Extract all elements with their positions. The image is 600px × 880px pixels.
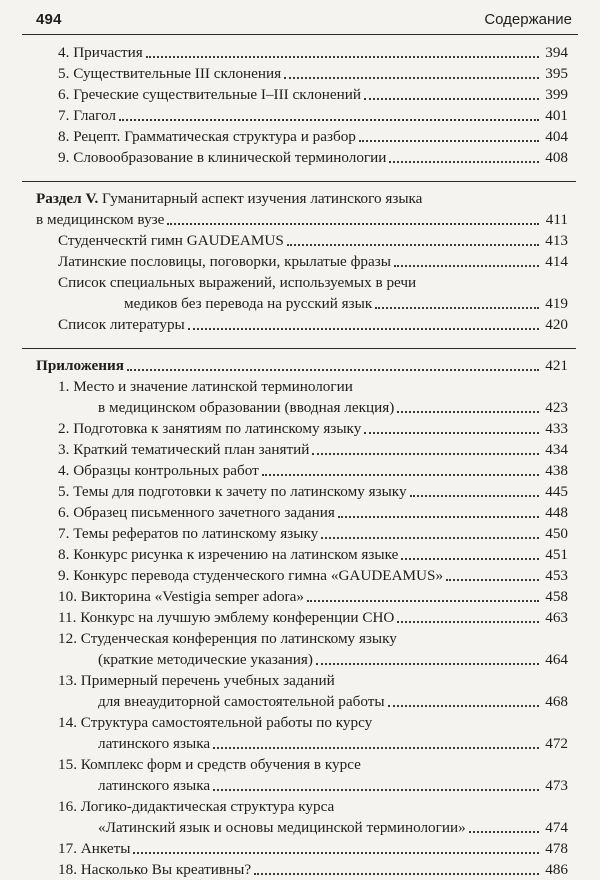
toc-entry-text: Студенческтй гимн GAUDEAMUS [58, 232, 284, 249]
toc-entry-text-cont: медиков без перевода на русский язык [124, 295, 373, 312]
toc-entry-text[interactable]: Список специальных выражений, используемых в речи [58, 274, 417, 291]
section-title-line[interactable] [36, 188, 568, 209]
dot-leader [287, 244, 539, 246]
dot-leader [338, 516, 539, 518]
toc-entry-text: 9. Конкурс перевода студенческого гимна «GAUDEAMUS» [58, 567, 444, 584]
toc-entry[interactable] [36, 293, 568, 314]
toc-entry-page: 419 [545, 295, 568, 312]
toc-entry-text: 8. Рецепт. Грамматическая структура и разбор [58, 128, 356, 145]
toc-entry-page: 486 [545, 861, 568, 878]
toc-entry[interactable] [58, 230, 568, 251]
dot-leader [316, 663, 539, 665]
toc-entry-text[interactable]: 15. Комплекс форм и средств обучения в курсе [58, 756, 361, 773]
toc-group-grammar [36, 42, 568, 168]
dot-leader [410, 495, 539, 497]
dot-leader [254, 873, 539, 875]
toc-entry-text: 3. Краткий тематический план занятий [58, 441, 310, 458]
toc-entry-text: 7. Темы рефератов по латинскому языку [58, 525, 319, 542]
toc-entry[interactable] [58, 84, 568, 105]
section-label: Приложения [36, 357, 125, 374]
dot-leader [321, 537, 539, 539]
toc-entry[interactable] [58, 607, 568, 628]
dot-leader [394, 265, 539, 267]
toc-entry-page: 473 [545, 777, 568, 794]
toc-entry[interactable] [58, 105, 568, 126]
toc-entry-text[interactable]: 1. Место и значение латинской терминологии [58, 378, 353, 395]
page-number: 494 [36, 11, 62, 28]
toc-entry[interactable] [36, 355, 568, 376]
toc-entry-page: 433 [545, 420, 568, 437]
dot-leader [364, 432, 539, 434]
dot-leader [127, 369, 539, 371]
table-of-contents [36, 42, 568, 880]
toc-entry-page: 411 [545, 211, 568, 228]
toc-entry-page: 451 [545, 546, 568, 563]
toc-entry-page: 399 [545, 86, 568, 103]
toc-entry[interactable] [58, 460, 568, 481]
toc-entry-page: 445 [545, 483, 568, 500]
toc-entry-text: 6. Греческие существительные I–III склонений [58, 86, 362, 103]
toc-entry[interactable] [36, 691, 568, 712]
toc-entry-text: Латинские пословицы, поговорки, крылатые фразы [58, 253, 391, 270]
toc-entry[interactable] [36, 817, 568, 838]
toc-entry-page: 448 [545, 504, 568, 521]
dot-leader [146, 56, 539, 58]
toc-entry-page: 434 [545, 441, 568, 458]
toc-entry[interactable] [36, 397, 568, 418]
toc-entry-text: 18. Насколько Вы креативны? [58, 861, 252, 878]
spacer [36, 335, 568, 348]
toc-entry[interactable] [58, 838, 568, 859]
toc-entry[interactable] [36, 733, 568, 754]
toc-entry-text: 5. Темы для подготовки к зачету по латинскому языку [58, 483, 407, 500]
toc-entry[interactable] [58, 565, 568, 586]
toc-entry[interactable] [58, 859, 568, 880]
toc-entry-text: 17. Анкеты [58, 840, 131, 857]
section-title: Гуманитарный аспект изучения латинского языка [98, 190, 423, 207]
toc-entry-page: 472 [545, 735, 568, 752]
toc-entry-page: 421 [545, 357, 568, 374]
page-header [22, 6, 578, 35]
toc-entry[interactable] [58, 586, 568, 607]
toc-entry-page: 474 [545, 819, 568, 836]
toc-entry-text: 4. Образцы контрольных работ [58, 462, 259, 479]
dot-leader [307, 600, 539, 602]
toc-entry[interactable] [58, 147, 568, 168]
dot-leader [388, 705, 539, 707]
toc-entry[interactable] [58, 251, 568, 272]
toc-entry[interactable] [58, 42, 568, 63]
toc-entry-text: 2. Подготовка к занятиям по латинскому языку [58, 420, 362, 437]
toc-entry-text: 7. Глагол [58, 107, 116, 124]
toc-entry-page: 478 [545, 840, 568, 857]
toc-entry[interactable] [58, 126, 568, 147]
toc-entry-text[interactable]: 14. Структура самостоятельной работы по курсу [58, 714, 373, 731]
toc-entry-text[interactable]: 13. Примерный перечень учебных заданий [58, 672, 335, 689]
toc-section-appendix [36, 355, 568, 880]
dot-leader [375, 307, 539, 309]
dot-leader [397, 411, 539, 413]
running-title: Содержание [484, 11, 572, 28]
dot-leader [188, 328, 539, 330]
toc-entry-text-cont: латинского языка [98, 735, 211, 752]
dot-leader [133, 852, 539, 854]
toc-entry-page: 423 [545, 399, 568, 416]
dot-leader [262, 474, 539, 476]
toc-section-v [36, 188, 568, 335]
toc-entry-text: 6. Образец письменного зачетного задания [58, 504, 335, 521]
toc-entry-page: 404 [545, 128, 568, 145]
dot-leader [359, 140, 539, 142]
toc-entry-text-cont: для внеаудиторной самостоятельной работы [98, 693, 385, 710]
toc-entry-text-cont: латинского языка [98, 777, 211, 794]
toc-entry-page: 408 [545, 149, 568, 166]
toc-entry[interactable] [58, 314, 568, 335]
section-label: Раздел V. [36, 190, 99, 207]
section-title-cont: в медицинском вузе [36, 211, 165, 228]
toc-entry-text-cont: (краткие методические указания) [98, 651, 313, 668]
toc-entry-text: Список литературы [58, 316, 185, 333]
toc-entry-page: 453 [545, 567, 568, 584]
dot-leader [312, 453, 539, 455]
toc-entry-text: 11. Конкурс на лучшую эмблему конференции СНО [58, 609, 395, 626]
toc-entry[interactable] [36, 209, 568, 230]
dot-leader [401, 558, 539, 560]
dot-leader [389, 161, 539, 163]
dot-leader [284, 77, 539, 79]
toc-entry-text: 9. Словообразование в клинической терминологии [58, 149, 387, 166]
toc-entry-text-cont: в медицинском образовании (вводная лекция) [98, 399, 395, 416]
dot-leader [213, 747, 539, 749]
toc-entry-text: 8. Конкурс рисунка к изречению на латинском языке [58, 546, 399, 563]
toc-entry[interactable] [58, 481, 568, 502]
toc-entry[interactable] [58, 418, 568, 439]
toc-entry-page: 394 [545, 44, 568, 61]
toc-entry[interactable] [58, 63, 568, 84]
toc-entry[interactable] [58, 502, 568, 523]
dot-leader [167, 223, 539, 225]
toc-entry-text: 4. Причастия [58, 44, 143, 61]
toc-entry-page: 438 [545, 462, 568, 479]
toc-entry-text: 5. Существительные III склонения [58, 65, 282, 82]
dot-leader [364, 98, 539, 100]
toc-entry-text[interactable]: 12. Студенческая конференция по латинскому языку [58, 630, 397, 647]
toc-entry-text: 10. Викторина «Vestigia semper adora» [58, 588, 304, 605]
toc-entry-page: 413 [545, 232, 568, 249]
toc-entry-page: 450 [545, 525, 568, 542]
toc-entry[interactable] [58, 544, 568, 565]
dot-leader [446, 579, 539, 581]
toc-entry-page: 468 [545, 693, 568, 710]
toc-entry-page: 464 [545, 651, 568, 668]
dot-leader [469, 831, 539, 833]
toc-entry-page: 395 [545, 65, 568, 82]
toc-entry-page: 463 [545, 609, 568, 626]
toc-entry[interactable] [36, 775, 568, 796]
toc-entry[interactable] [58, 523, 568, 544]
toc-entry-text[interactable]: 16. Логико-дидактическая структура курса [58, 798, 335, 815]
toc-entry-page: 458 [545, 588, 568, 605]
dot-leader [213, 789, 539, 791]
toc-entry[interactable] [36, 649, 568, 670]
toc-entry-text-cont: «Латинский язык и основы медицинской терминологии» [98, 819, 466, 836]
dot-leader [119, 119, 539, 121]
toc-entry-page: 414 [545, 253, 568, 270]
toc-entry[interactable] [58, 439, 568, 460]
dot-leader [397, 621, 539, 623]
toc-entry-page: 420 [545, 316, 568, 333]
spacer [36, 168, 568, 181]
toc-entry-page: 401 [545, 107, 568, 124]
